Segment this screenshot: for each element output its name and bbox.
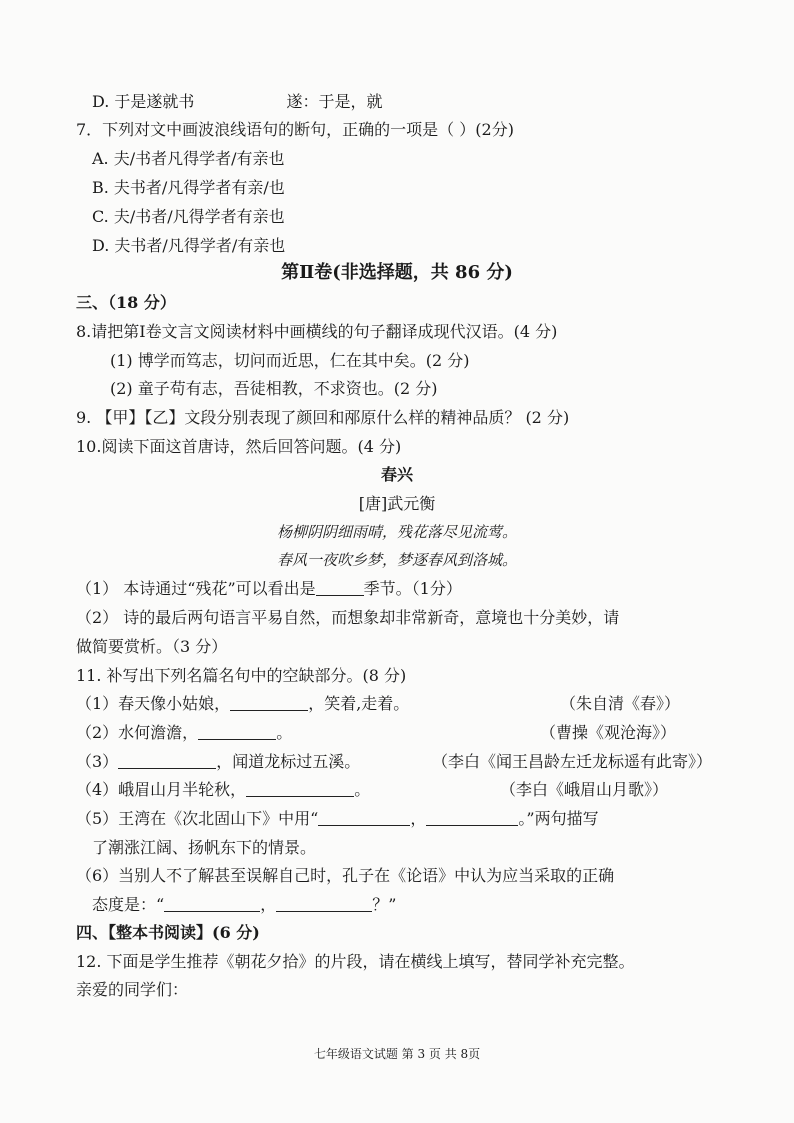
q6-option-d: D. 于是遂就书 遂：于是，就 [92,92,383,111]
answer-blank[interactable] [198,723,276,740]
q7-option-d: D. 夫书者/凡得学者/有亲也 [92,236,286,255]
answer-blank[interactable] [316,579,364,596]
q10-sub2-line2: 做简要赏析。（3 分） [76,637,228,656]
q11-item6-line1: （6）当别人不了解甚至误解自己时，孔子在《论语》中认为应当采取的正确 [76,866,615,885]
q11-item3: （3） ，闻道龙标过五溪。 （李白《闻王昌龄左迁龙标遥有此寄》） [76,752,713,771]
answer-blank[interactable] [276,895,372,912]
poem-title: 春兴 [380,465,413,484]
q9-stem: 9. 【甲】【乙】文段分别表现了颜回和邴原什么样的精神品质？ (2 分) [76,408,570,427]
answer-blank[interactable] [230,694,308,711]
answer-blank[interactable] [164,895,260,912]
answer-blank[interactable] [318,809,410,826]
q8-sub1: (1) 博学而笃志，切问而近思，仁在其中矣。(2 分) [110,351,470,370]
q11-stem: 11. 补写出下列名篇名句中的空缺部分。(8 分) [76,666,407,685]
q11-item5-line1: （5）王湾在《次北固山下》中用“ ， 。”两句描写 [76,809,599,828]
part2-title: 第Ⅱ卷(非选择题，共 86 分) [281,262,513,283]
poem-line-2: 春风一夜吹乡梦，梦逐春风到洛城。 [276,551,517,569]
q7-option-b: B. 夫书者/凡得学者有亲/也 [92,178,285,197]
q10-sub1: （1） 本诗通过“残花”可以看出是 季节。（1分） [76,579,462,598]
q10-sub2-line1: （2） 诗的最后两句语言平易自然，而想象却非常新奇，意境也十分美妙，请 [76,608,620,627]
q11-item4: （4）峨眉山月半轮秋， 。 （李白《峨眉山月歌》） [76,780,669,799]
section4-heading: 四、【整本书阅读】(6 分) [76,923,260,942]
q7-stem: 7．下列对文中画波浪线语句的断句，正确的一项是（ ）(2分) [76,120,514,139]
q11-item5-line2: 了潮涨江阔、扬帆东下的情景。 [92,838,317,857]
q7-option-c: C. 夫/书者/凡得学者有亲也 [92,207,285,226]
q11-item6-line2: 态度是：“ ， ？” [92,895,397,914]
q12-greeting: 亲爱的同学们： [76,980,189,999]
q11-item1: （1）春天像小姑娘， ，笑着,走着。 （朱自清《春》） [76,694,681,713]
q8-sub2: (2) 童子苟有志，吾徒相教，不求资也。(2 分) [110,379,438,398]
section3-heading: 三、（18 分） [76,293,176,312]
answer-blank[interactable] [246,780,354,797]
answer-blank[interactable] [426,809,518,826]
q8-stem: 8.请把第Ⅰ卷文言文阅读材料中画横线的句子翻译成现代汉语。(4 分) [76,322,558,341]
q10-stem: 10.阅读下面这首唐诗，然后回答问题。(4 分) [76,437,402,456]
q7-option-a: A. 夫/书者凡得学者/有亲也 [92,149,285,168]
page-footer: 七年级语文试题 第 3 页 共 8页 [313,1047,481,1061]
poem-line-1: 杨柳阴阴细雨晴，残花落尽见流莺。 [276,523,517,541]
q11-item2: （2）水何澹澹， 。 （曹操《观沧海》） [76,723,677,742]
answer-blank[interactable] [118,752,216,769]
poem-author: [唐]武元衡 [358,494,436,513]
q12-stem: 12. 下面是学生推荐《朝花夕拾》的片段，请在横线上填写，替同学补充完整。 [76,952,635,971]
